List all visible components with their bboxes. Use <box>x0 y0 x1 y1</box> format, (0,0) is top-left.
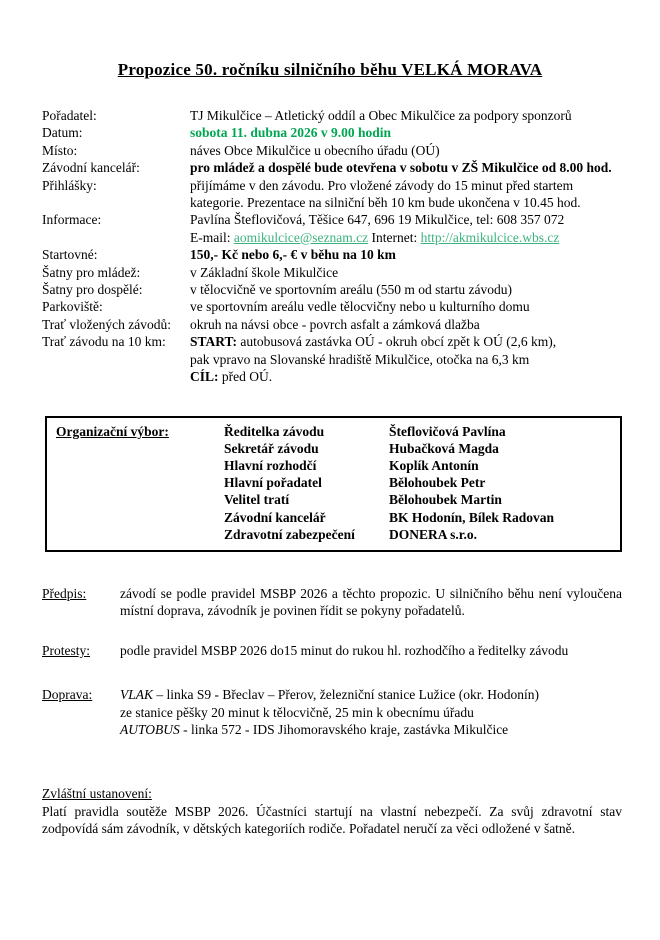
field-label: Šatny pro mládež: <box>42 264 141 280</box>
committee-box <box>45 416 622 552</box>
committee-name: Koplík Antonín <box>389 457 479 473</box>
value-line: Pavlína Šteflovičová, Těšice 647, 696 19 Mikulčice, tel: 608 357 072 <box>190 212 565 228</box>
committee-name: Hubačková Magda <box>389 440 499 456</box>
value-line: pak vpravo na Slovanské hradiště Mikulčice, otočka na 6,3 km <box>190 351 530 367</box>
field-value: ve sportovním areálu vedle tělocvičny nebo u kulturního domu <box>190 299 530 315</box>
email-label: E-mail: <box>190 229 234 245</box>
committee-name: BK Hodonín, Bílek Radovan <box>389 509 555 525</box>
field-value: okruh na návsi obce - povrch asfalt a zámková dlažba <box>190 316 480 332</box>
committee-name: DONERA s.r.o. <box>389 526 478 542</box>
cil-rest: před OÚ. <box>218 369 273 385</box>
internet-label: Internet: <box>368 229 421 245</box>
cil-line <box>190 368 632 385</box>
info-row-zavodni-kancelar <box>42 159 632 176</box>
section-text: Platí pravidla soutěže MSBP 2026. Účastníci startují na vlastní nebezpečí. Za svůj zdravotní stav zodpovídá sám závodník, v dětských kategoriích rodiče. Pořadatel neručí za věci odložené v šatně. <box>42 803 622 837</box>
vlak-lead: VLAK <box>120 687 154 703</box>
committee-name: Šteflovičová Pavlína <box>389 423 506 439</box>
value-line: přijímáme v den závodu. Pro vložené závody do 15 minut před startem <box>190 177 574 193</box>
committee-name: Bělohoubek Martin <box>389 492 502 508</box>
cil-label: CÍL: <box>190 369 219 385</box>
field-value: v tělocvičně ve sportovním areálu (550 m od startu závodu) <box>190 282 513 298</box>
field-label: Informace: <box>42 212 102 228</box>
field-value: 150,- Kč nebo 6,- € v běhu na 10 km <box>190 247 396 263</box>
committee-table <box>224 423 614 543</box>
committee-role: Závodní kancelář <box>224 509 326 525</box>
committee-role: Velitel tratí <box>224 492 290 508</box>
info-row-poradatel <box>42 107 632 124</box>
website-link[interactable]: http://akmikulcice.wbs.cz <box>420 229 560 245</box>
section-protesty <box>42 642 622 659</box>
autobus-rest: - linka 572 - IDS Jihomoravského kraje, zastávka Mikulčice <box>179 721 509 737</box>
field-label: Datum: <box>42 125 83 141</box>
info-row-misto <box>42 142 632 159</box>
walk-line: ze stanice pěšky 20 minut k tělocvičně, 25 min k obecnímu úřadu <box>120 704 474 720</box>
section-doprava <box>42 686 622 738</box>
committee-role: Hlavní rozhodčí <box>224 457 317 473</box>
field-label: Trať závodu na 10 km: <box>42 334 166 350</box>
field-value: pro mládež a dospělé bude otevřena v sobotu v ZŠ Mikulčice od 8.00 hod. <box>190 160 612 176</box>
field-label: Šatny pro dospělé: <box>42 282 143 298</box>
field-value <box>190 211 632 246</box>
vlak-rest: – linka S9 - Břeclav – Přerov, železniční stanice Lužice (okr. Hodonín) <box>153 687 540 703</box>
page-title: Propozice 50. ročníku silničního běhu VELKÁ MORAVA <box>117 60 543 79</box>
committee-heading: Organizační výbor: <box>56 423 169 439</box>
autobus-line <box>120 721 622 738</box>
section-label: Protesty: <box>42 642 91 658</box>
field-value: TJ Mikulčice – Atletický oddíl a Obec Mikulčice za podpory sponzorů <box>190 108 572 123</box>
section-label: Doprava: <box>42 687 93 703</box>
info-row-parkoviste <box>42 298 632 315</box>
field-label: Místo: <box>42 142 78 158</box>
start-line <box>190 333 632 350</box>
info-row-satny-mladez <box>42 264 632 281</box>
info-row-datum <box>42 124 632 141</box>
field-value <box>190 333 632 385</box>
info-row-prihlasky <box>42 177 632 212</box>
field-value: náves Obce Mikulčice u obecního úřadu (OÚ) <box>190 142 440 158</box>
field-label: Pořadatel: <box>42 108 97 123</box>
field-label: Parkoviště: <box>42 299 103 315</box>
info-row-satny-dospele <box>42 281 632 298</box>
committee-role: Zdravotní zabezpečení <box>224 526 355 542</box>
field-value: v Základní škole Mikulčice <box>190 264 339 280</box>
info-list <box>42 107 632 386</box>
race-date: sobota 11. dubna 2026 v 9.00 hodin <box>190 125 392 141</box>
info-row-informace <box>42 211 632 246</box>
start-rest: autobusová zastávka OÚ - okruh obcí zpět k OÚ (2,6 km), <box>237 334 557 350</box>
info-row-trat-vlozenych <box>42 316 632 333</box>
contact-links-line <box>190 229 632 246</box>
autobus-lead: AUTOBUS <box>120 721 180 737</box>
section-predpis <box>42 585 622 620</box>
section-text <box>120 686 622 738</box>
vlak-line <box>120 686 622 703</box>
section-label: Předpis: <box>42 585 87 601</box>
section-text: podle pravidel MSBP 2026 do15 minut do rukou hl. rozhodčího a ředitelky závodu <box>120 642 569 658</box>
value-line: kategorie. Prezentace na silniční běh 10 km bude ukončena v 10.45 hod. <box>190 195 581 211</box>
field-label: Startovné: <box>42 247 98 263</box>
section-heading: Zvláštní ustanovení: <box>42 786 152 802</box>
committee-role: Sekretář závodu <box>224 440 319 456</box>
committee-role: Hlavní pořadatel <box>224 475 322 491</box>
email-link[interactable]: aomikulcice@seznam.cz <box>233 229 369 245</box>
info-row-startovne <box>42 246 632 263</box>
section-zvlastni-ustanoveni <box>42 785 622 837</box>
field-label: Přihlášky: <box>42 177 97 193</box>
field-value <box>190 177 632 212</box>
field-label: Trať vložených závodů: <box>42 316 171 332</box>
section-text: závodí se podle pravidel MSBP 2026 a těchto propozic. U silničního běhu není vyloučena místní doprava, závodník je povinen řídit se pokyny pořadatelů. <box>120 585 622 619</box>
start-label: START: <box>190 334 238 350</box>
info-row-trat-10km <box>42 333 632 385</box>
field-label: Závodní kancelář: <box>42 160 140 176</box>
committee-role: Ředitelka závodu <box>224 423 325 439</box>
committee-name: Bělohoubek Petr <box>389 475 486 491</box>
